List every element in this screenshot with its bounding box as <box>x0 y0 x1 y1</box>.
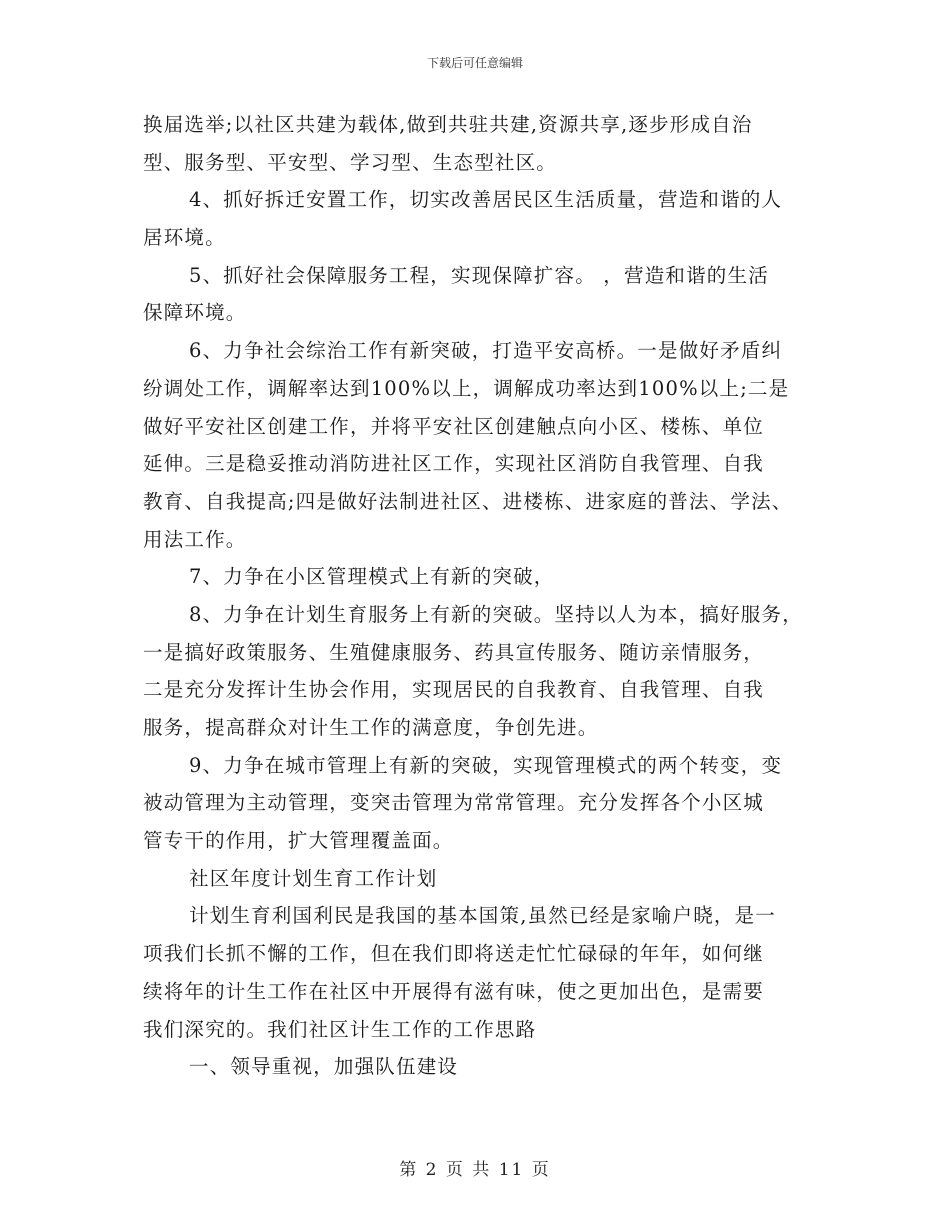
text-line: 5、抓好社会保障服务工程，实现保障扩容。 ，营造和谐的生活 <box>189 263 769 287</box>
document-body <box>143 106 823 1086</box>
text-line: 8、力争在计划生育服务上有新的突破。坚持以人为本，搞好服务， <box>189 602 803 626</box>
text-line: 服务，提高群众对计生工作的满意度，争创先进。 <box>143 716 599 739</box>
text-line: 管专干的作用，扩大管理覆盖面。 <box>143 829 454 853</box>
page-header: 下载后可任意编辑 <box>426 56 523 70</box>
text-line: 4、抓好拆迁安置工作，切实改善居民区生活质量，营造和谐的人 <box>189 188 783 212</box>
page-number: 第 2 页 共 11 页 <box>399 1160 551 1180</box>
text-line: 一是搞好政策服务、生殖健康服务、药具宣传服务、随访亲情服务， <box>143 640 765 664</box>
text-line: 二是充分发挥计生协会作用，实现居民的自我教育、自我管理、自我 <box>143 678 765 702</box>
text-line: 计划生育利国利民是我国的基本国策,虽然已经是家喻户晓，是一 <box>189 904 776 928</box>
text-line: 做好平安社区创建工作，并将平安社区创建触点向小区、楼栋、单位 <box>143 414 765 438</box>
text-line: 换届选举;以社区共建为载体,做到共驻共建,资源共享,逐步形成自治 <box>143 113 753 136</box>
text-line: 用法工作。 <box>143 527 247 551</box>
text-line: 被动管理为主动管理，变突击管理为常常管理。充分发挥各个小区城 <box>143 791 765 815</box>
text-line: 7、力争在小区管理模式上有新的突破， <box>189 565 555 589</box>
text-line: 延伸。三是稳妥推动消防进社区工作，实现社区消防自我管理、自我 <box>143 452 765 476</box>
text-line: 项我们长抓不懈的工作，但在我们即将送走忙忙碌碌的年年，如何继 <box>143 942 765 966</box>
text-line: 我们深究的。我们社区计生工作的工作思路 <box>143 1017 537 1041</box>
text-line: 保障环境。 <box>143 301 247 325</box>
text-line: 纷调处工作，调解率达到100%以上，调解成功率达到100%以上;二是 <box>143 376 790 400</box>
text-line: 居环境。 <box>143 226 226 250</box>
text-line: 9、力争在城市管理上有新的突破，实现管理模式的两个转变，变 <box>189 753 783 777</box>
text-line: 教育、自我提高;四是做好法制进社区、进楼栋、进家庭的普法、学法、 <box>143 489 793 513</box>
text-line: 社区年度计划生育工作计划 <box>189 866 438 890</box>
text-line: 续将年的计生工作在社区中开展得有滋有味，使之更加出色，是需要 <box>143 979 765 1003</box>
text-line: 6、力争社会综治工作有新突破，打造平安高桥。一是做好矛盾纠 <box>189 339 783 363</box>
text-line: 型、服务型、平安型、学习型、生态型社区。 <box>143 150 558 174</box>
text-line: 一、领导重视，加强队伍建设 <box>189 1055 459 1079</box>
